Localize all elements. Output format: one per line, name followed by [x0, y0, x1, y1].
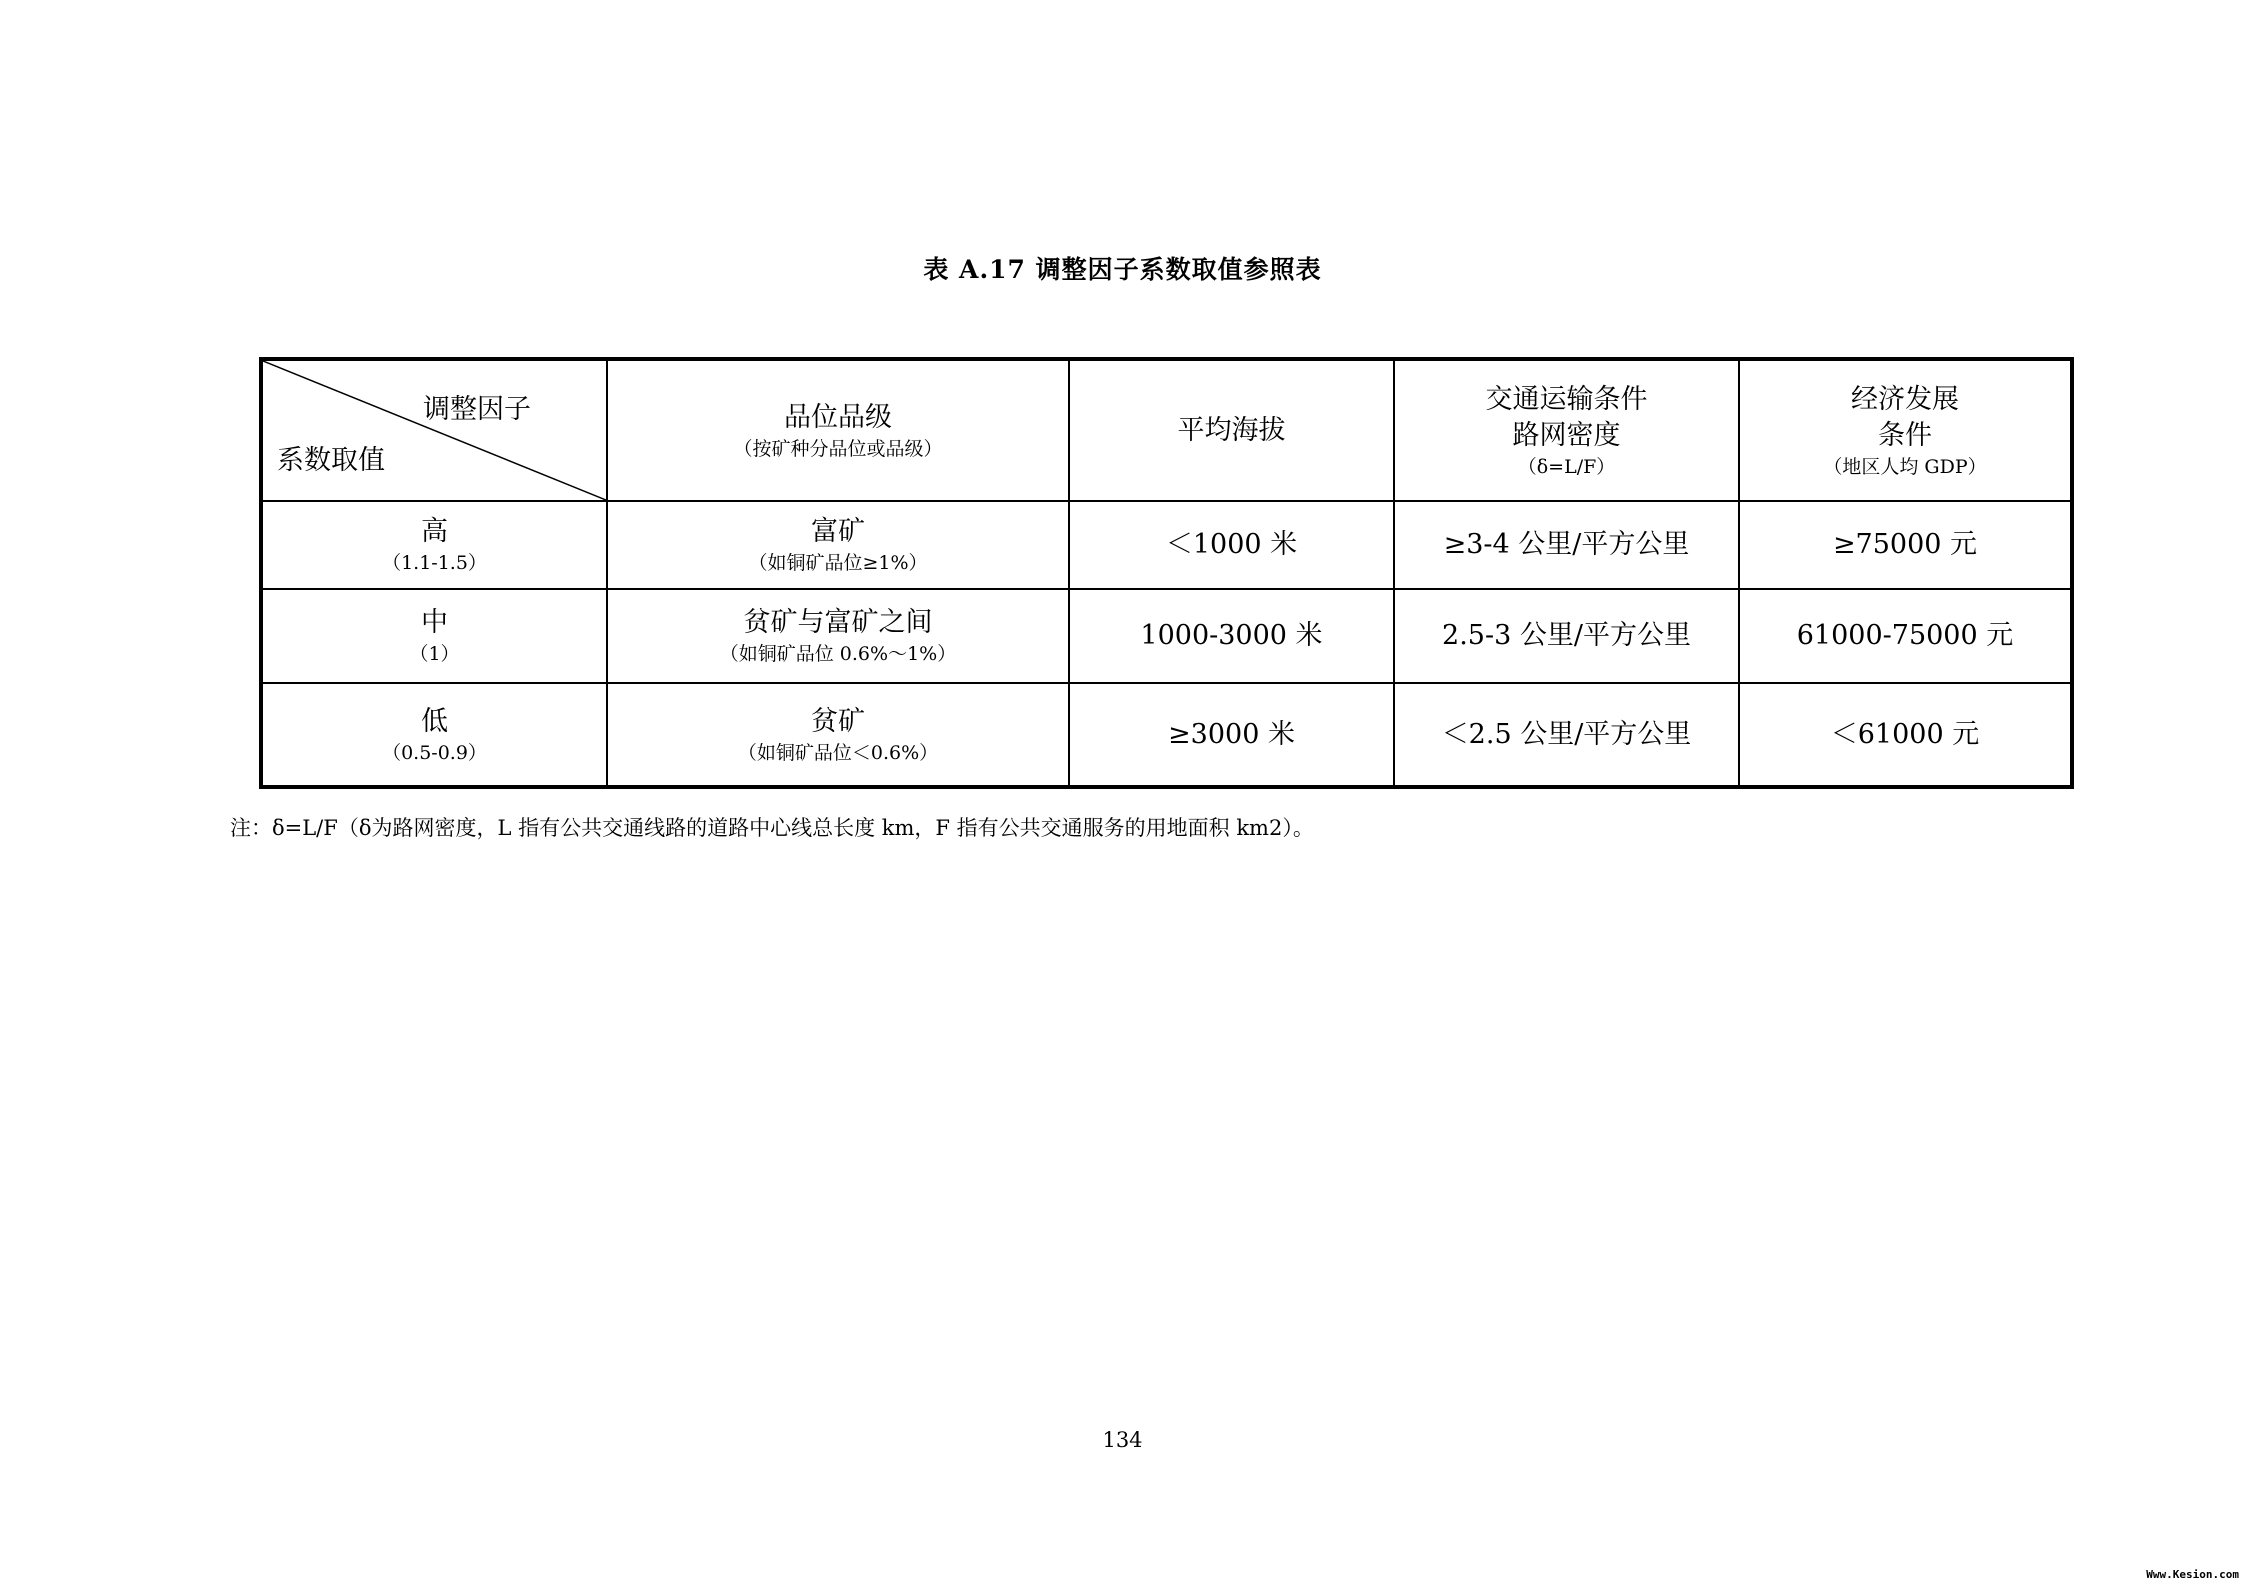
altitude-value: ＜1000 米: [1165, 529, 1298, 560]
level-cell: [261, 683, 607, 787]
level-cell: [261, 589, 607, 683]
grade-label: 富矿: [811, 516, 865, 547]
traffic-value: ＜2.5 公里/平方公里: [1441, 718, 1692, 750]
grade-cell: [607, 501, 1069, 589]
grade-example: （如铜矿品位≥1%）: [748, 552, 928, 574]
grade-cell: [607, 589, 1069, 683]
grade-label: 贫矿与富矿之间: [743, 607, 933, 638]
altitude-cell: [1069, 501, 1394, 589]
diagonal-divider: [263, 361, 606, 500]
watermark: Www.Kesion.com: [2146, 1568, 2239, 1581]
header-traffic-sublabel: （δ=L/F）: [1517, 455, 1616, 478]
corner-label-factor: 调整因子: [423, 394, 531, 425]
header-grade-sublabel: （按矿种分品位或品级）: [733, 437, 943, 460]
header-grade-label: 品位品级: [784, 401, 892, 433]
header-cell-traffic: [1394, 359, 1739, 501]
header-cell-altitude: [1069, 359, 1394, 501]
grade-example: （如铜矿品位 0.6%～1%）: [719, 643, 957, 665]
gdp-cell: [1739, 501, 2072, 589]
gdp-value: ≥75000 元: [1832, 529, 1978, 560]
coefficient-range: （1）: [409, 643, 460, 665]
altitude-cell: [1069, 683, 1394, 787]
altitude-value: ≥3000 米: [1168, 718, 1295, 750]
traffic-cell: [1394, 683, 1739, 787]
reference-table: [259, 357, 2074, 789]
level-label: 低: [421, 705, 448, 737]
header-cell-grade: [607, 359, 1069, 501]
traffic-cell: [1394, 501, 1739, 589]
altitude-value: 1000-3000 米: [1140, 620, 1323, 651]
table-header-row: [261, 359, 2072, 501]
traffic-cell: [1394, 589, 1739, 683]
table-note: 注：δ=L/F（δ为路网密度，L 指有公共交通线路的道路中心线总长度 km，F 指有公共交通服务的用地面积 km2）。: [230, 816, 1314, 840]
level-label: 中: [421, 607, 448, 638]
table-row: [261, 501, 2072, 589]
traffic-value: ≥3-4 公里/平方公里: [1443, 529, 1690, 560]
grade-label: 贫矿: [811, 705, 865, 737]
corner-label-coefficient: 系数取值: [277, 445, 385, 476]
page-number: 134: [1102, 1428, 1143, 1452]
header-economy-sublabel: （地区人均 GDP）: [1823, 455, 1987, 478]
traffic-value: 2.5-3 公里/平方公里: [1442, 620, 1691, 651]
level-label: 高: [421, 516, 448, 547]
coefficient-range: （1.1-1.5）: [382, 552, 487, 574]
gdp-cell: [1739, 589, 2072, 683]
corner-header-cell: [261, 359, 607, 501]
table-row: [261, 683, 2072, 787]
page-title: 表 A.17 调整因子系数取值参照表: [923, 255, 1322, 284]
table-row: [261, 589, 2072, 683]
altitude-cell: [1069, 589, 1394, 683]
gdp-value: 61000-75000 元: [1796, 620, 2014, 651]
header-traffic-label: 交通运输条件 路网密度: [1485, 383, 1648, 451]
gdp-value: ＜61000 元: [1830, 718, 1980, 750]
grade-example: （如铜矿品位＜0.6%）: [737, 741, 939, 764]
level-cell: [261, 501, 607, 589]
gdp-cell: [1739, 683, 2072, 787]
header-altitude-label: 平均海拔: [1177, 414, 1286, 446]
header-economy-label: 经济发展 条件: [1851, 383, 1959, 451]
grade-cell: [607, 683, 1069, 787]
coefficient-range: （0.5-0.9）: [382, 741, 487, 764]
header-cell-economy: [1739, 359, 2072, 501]
